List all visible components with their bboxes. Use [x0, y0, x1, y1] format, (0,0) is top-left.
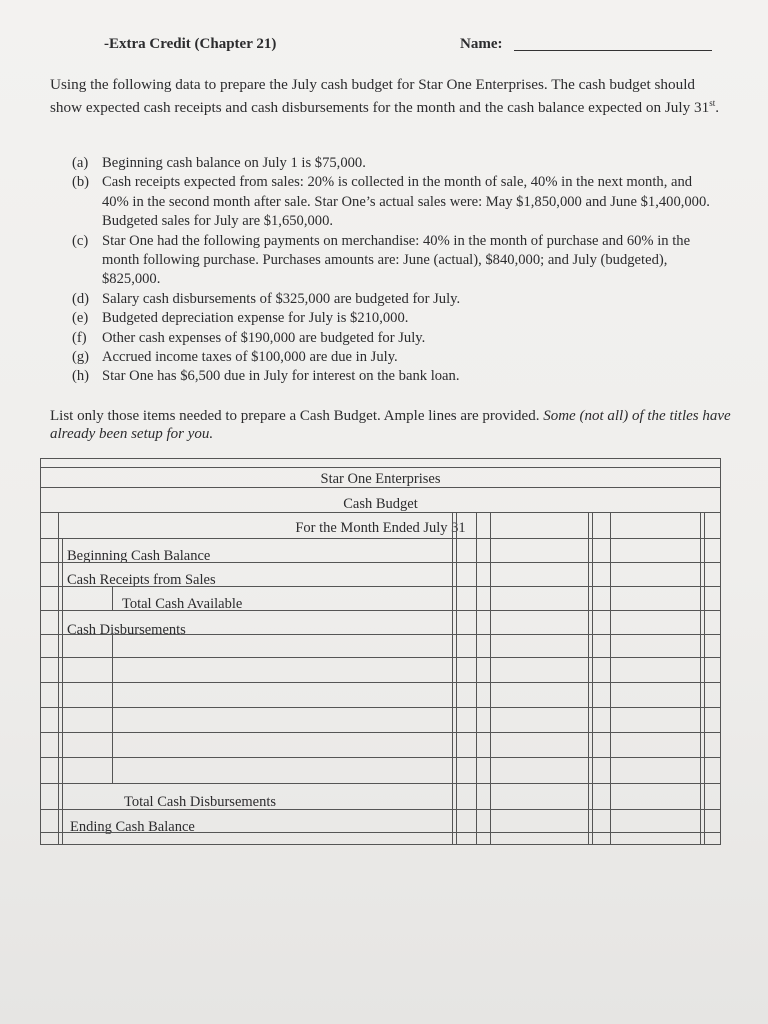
item-text: Star One had the following payments on merchandise: 40% in the month of purchase and 60% in the month following purchase. Purchases amounts are: June (actual), $840,000; and July (budgeted), $825,000.: [102, 232, 691, 288]
statement-title: Cash Budget: [343, 496, 418, 512]
header-rule: [40, 467, 721, 468]
grid-row-line: [40, 682, 721, 683]
intro-suffix: st: [709, 98, 716, 108]
row-label-disbursements: Cash Disbursements: [67, 622, 186, 638]
row-label-total-disbursements: Total Cash Disbursements: [124, 794, 277, 810]
list-item: [72, 309, 722, 328]
company-name: Star One Enterprises: [320, 471, 441, 487]
amount-column-line: [456, 512, 457, 844]
instructions: [50, 407, 740, 443]
grid-row-line: [40, 757, 721, 758]
item-mark: (h): [72, 368, 90, 385]
item-mark: (d): [72, 290, 90, 307]
intro-text: Using the following data to prepare the July cash budget for Star One Enterprises. The cash budget should show expected cash receipts and cash disbursements for the month and the cash balance expected on July 31: [50, 76, 710, 117]
assignment-title: -Extra Credit (Chapter 21): [104, 36, 277, 52]
grid-row-line: [40, 538, 721, 539]
row-label-total-available: Total Cash Available: [122, 596, 243, 612]
amount-column-line: [476, 512, 477, 844]
intro-end: .: [715, 99, 719, 117]
list-item: [72, 367, 722, 386]
amount-column-line: [490, 512, 491, 844]
amount-column-line: [592, 512, 593, 844]
item-text: Budgeted depreciation expense for July is $210,000.: [102, 310, 409, 327]
name-blank-line[interactable]: [514, 50, 712, 51]
list-item: [72, 173, 722, 231]
row-label-ending-cash: Ending Cash Balance: [70, 819, 195, 835]
grid-row-line: [40, 809, 721, 810]
grid-row-line: [40, 732, 721, 733]
list-item: [72, 329, 722, 348]
amount-column-line: [700, 512, 701, 844]
grid-row-line: [40, 634, 721, 635]
instructions-italic: Some (not all) of the titles have already been setup for you.: [50, 408, 731, 442]
amount-column-line: [704, 512, 705, 844]
intro-paragraph: [50, 76, 720, 117]
instructions-text: List only those items needed to prepare a Cash Budget. Ample lines are provided.: [50, 408, 544, 424]
list-item: [72, 232, 722, 290]
statement-period: For the Month Ended July 31: [295, 520, 466, 536]
row-label-beginning-cash: Beginning Cash Balance: [67, 548, 211, 564]
data-items-list: [72, 154, 722, 387]
header-rule: [40, 487, 721, 488]
item-mark: (c): [72, 232, 89, 249]
grid-row-line: [40, 707, 721, 708]
grid-row-line: [40, 832, 721, 833]
header-rule: [40, 512, 721, 513]
grid-row-line: [40, 657, 721, 658]
row-label-cash-receipts: Cash Receipts from Sales: [67, 572, 216, 588]
grid-row-line: [40, 783, 721, 784]
amount-column-line: [452, 512, 453, 844]
cash-budget-form: [40, 458, 721, 844]
item-text: Beginning cash balance on July 1 is $75,000.: [102, 155, 366, 171]
amount-column-line: [610, 512, 611, 844]
list-item: [72, 290, 722, 309]
grid-border-left: [40, 458, 41, 844]
list-item: [72, 348, 722, 367]
grid-indent-line: [112, 586, 113, 610]
list-item: [72, 154, 722, 173]
grid-margin-line: [58, 512, 59, 844]
grid-row-line: [40, 586, 721, 587]
grid-indent-line: [112, 634, 113, 783]
grid-border-bottom: [40, 844, 721, 845]
item-mark: (e): [72, 310, 89, 327]
item-text: Salary cash disbursements of $325,000 are budgeted for July.: [102, 290, 461, 307]
item-text: Cash receipts expected from sales: 20% is collected in the month of sale, 40% in the next month, and 40% in the second month after sale. Star One’s actual sales were: May $1,850,000 and June $1,400,000. Budgeted sales for July are $1,650,000.: [102, 174, 710, 230]
item-mark: (g): [72, 349, 90, 366]
grid-row-line: [40, 562, 721, 563]
item-mark: (a): [72, 155, 89, 171]
amount-column-line: [588, 512, 589, 844]
name-label: Name:: [460, 36, 503, 52]
grid-margin-line: [62, 538, 63, 844]
item-mark: (b): [72, 174, 90, 191]
grid-border-right: [720, 458, 721, 844]
item-mark: (f): [72, 329, 87, 346]
item-text: Other cash expenses of $190,000 are budgeted for July.: [102, 329, 426, 346]
item-text: Star One has $6,500 due in July for interest on the bank loan.: [102, 368, 460, 385]
page-header: [104, 36, 718, 58]
grid-border-top: [40, 458, 721, 459]
item-text: Accrued income taxes of $100,000 are due in July.: [102, 349, 398, 366]
grid-row-line: [40, 610, 721, 611]
